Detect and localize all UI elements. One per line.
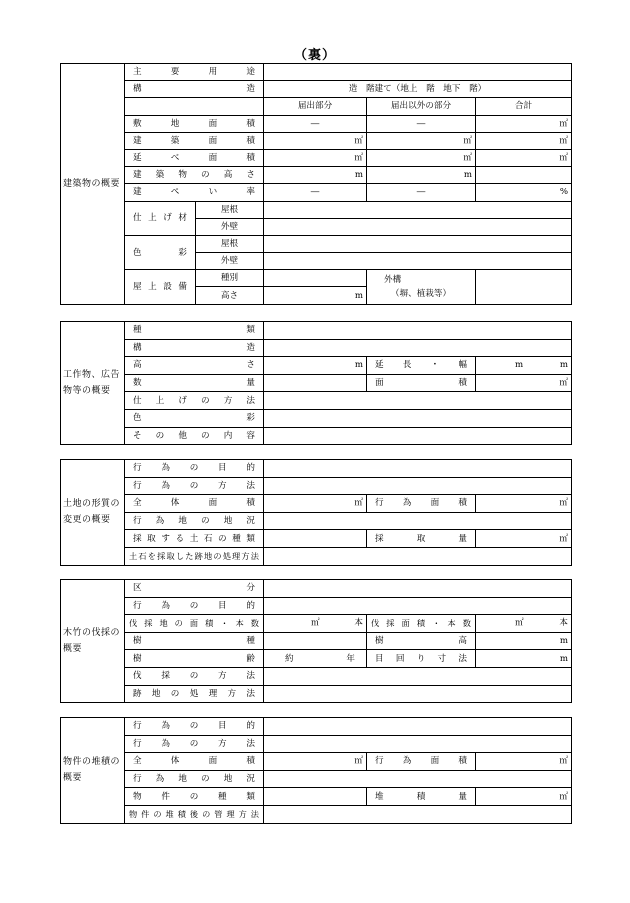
color-value[interactable] (264, 409, 572, 427)
finish-wall-label: 外壁 (196, 218, 264, 235)
girth-label: 目回り寸法 (367, 650, 476, 668)
height-label: 高さ (125, 357, 264, 375)
count-value[interactable] (264, 374, 367, 392)
building-section-label: 建築物の概要 (61, 64, 125, 305)
kind-value[interactable] (264, 322, 572, 340)
height-label: 建築物の高さ (125, 167, 264, 184)
trees-section-label: 木竹の伐採の概要 (61, 580, 125, 703)
method-value[interactable] (264, 667, 572, 685)
finish-method-value[interactable] (264, 392, 572, 410)
exterior-label (367, 270, 476, 304)
header-blank (125, 98, 264, 115)
color-roof-label: 屋根 (196, 235, 264, 252)
rooftop-kind-label: 種別 (196, 270, 264, 287)
site-area-total[interactable]: ㎡ (476, 115, 572, 132)
site-area-other: ― (367, 115, 476, 132)
structure-value[interactable]: 造 階建て（地上 階 地下 階） (264, 81, 572, 98)
total-area-value[interactable]: ㎡ (264, 753, 367, 771)
aftercare-value[interactable] (264, 547, 572, 565)
extension-label: 延長・幅 (367, 357, 476, 375)
rooftop-height-label: 高さ (196, 287, 264, 304)
exterior-value[interactable] (476, 270, 572, 304)
tree-height-value[interactable]: m (476, 632, 572, 650)
act-area-label: 行為面積 (367, 753, 476, 771)
felling-area-count-label: 伐採地の面積・本数 (125, 615, 264, 633)
site-status-label: 行為地の地況 (125, 512, 264, 530)
felling-count-unit: 本 (354, 618, 363, 629)
col-header-reported: 届出部分 (264, 98, 367, 115)
goods-kind-value[interactable] (264, 788, 367, 806)
total-area-value[interactable]: ㎡ (264, 495, 367, 513)
girth-value[interactable]: m (476, 650, 572, 668)
finish-label: 仕上げ材 (125, 201, 196, 235)
height-reported[interactable]: m (264, 167, 367, 184)
age-value[interactable] (264, 650, 367, 668)
area-label: 面積 (367, 374, 476, 392)
building-area-total[interactable]: ㎡ (476, 132, 572, 149)
management-value[interactable] (264, 805, 572, 823)
purpose-value[interactable] (264, 718, 572, 736)
felling-count-area-unit: ㎡ (515, 618, 524, 629)
site-area-reported: ― (264, 115, 367, 132)
building-area-other[interactable]: ㎡ (367, 132, 476, 149)
method-label: 伐採の方法 (125, 667, 264, 685)
color-wall-value[interactable] (264, 253, 572, 270)
felling-area-unit: ㎡ (311, 618, 320, 629)
amount-value[interactable]: ㎡ (476, 530, 572, 548)
age-label: 樹齢 (125, 650, 264, 668)
col-header-other: 届出以外の部分 (367, 98, 476, 115)
page-title: （裏） (293, 48, 336, 63)
felling-area-count-value[interactable] (264, 615, 367, 633)
volume-label: 堆積量 (367, 788, 476, 806)
site-status-value[interactable] (264, 770, 572, 788)
felling-count-value[interactable] (476, 615, 572, 633)
exterior-label-text: 外構 (384, 274, 402, 285)
coverage-total[interactable]: % (476, 184, 572, 201)
finish-method-label: 仕上げの方法 (125, 392, 264, 410)
finish-roof-value[interactable] (264, 201, 572, 218)
rooftop-kind-value[interactable] (264, 270, 367, 287)
structure-label: 構造 (125, 339, 264, 357)
finish-wall-value[interactable] (264, 218, 572, 235)
color-label: 色彩 (125, 235, 196, 269)
height-total (476, 167, 572, 184)
storage-table (60, 717, 572, 824)
method-label: 行為の方法 (125, 477, 264, 495)
coverage-reported: ― (264, 184, 367, 201)
soil-kind-label: 採取する土石の種類 (125, 530, 264, 548)
site-area-label: 敷地面積 (125, 115, 264, 132)
method-value[interactable] (264, 735, 572, 753)
species-value[interactable] (264, 632, 367, 650)
main-use-label: 主要用途 (125, 64, 264, 81)
site-status-label: 行為地の地況 (125, 770, 264, 788)
height-other[interactable]: m (367, 167, 476, 184)
purpose-value[interactable] (264, 597, 572, 615)
building-area-reported[interactable]: ㎡ (264, 132, 367, 149)
building-table (60, 63, 572, 305)
tree-height-label: 樹高 (367, 632, 476, 650)
method-label: 行為の方法 (125, 735, 264, 753)
building-area-label: 建築面積 (125, 132, 264, 149)
land-section-label: 土地の形質の変更の概要 (61, 460, 125, 566)
main-use-value[interactable] (264, 64, 572, 81)
kind-label: 種類 (125, 322, 264, 340)
goods-kind-label: 物件の種類 (125, 788, 264, 806)
amount-label: 採取量 (367, 530, 476, 548)
purpose-label: 行為の目的 (125, 597, 264, 615)
rooftop-height-value[interactable]: m (264, 287, 367, 304)
purpose-value[interactable] (264, 460, 572, 478)
land-table (60, 459, 572, 566)
count-label: 数量 (125, 374, 264, 392)
other-label: その他の内容 (125, 427, 264, 445)
site-treatment-label: 跡地の処理方法 (125, 685, 264, 703)
extension-value[interactable] (476, 357, 572, 375)
method-value[interactable] (264, 477, 572, 495)
species-label: 樹種 (125, 632, 264, 650)
site-status-value[interactable] (264, 512, 572, 530)
extension-unit-2: m (559, 360, 569, 371)
act-area-value[interactable]: ㎡ (476, 753, 572, 771)
division-value[interactable] (264, 580, 572, 598)
act-area-value[interactable]: ㎡ (476, 495, 572, 513)
structure-value[interactable] (264, 339, 572, 357)
volume-value[interactable]: ㎡ (476, 788, 572, 806)
soil-kind-value[interactable] (264, 530, 367, 548)
storage-section-label: 物件の堆積の概要 (61, 718, 125, 824)
floor-area-label: 延べ面積 (125, 149, 264, 166)
total-area-label: 全体面積 (125, 753, 264, 771)
finish-roof-label: 屋根 (196, 201, 264, 218)
total-area-label: 全体面積 (125, 495, 264, 513)
floor-area-total[interactable]: ㎡ (476, 149, 572, 166)
trees-table (60, 579, 572, 703)
coverage-other: ― (367, 184, 476, 201)
floor-area-other[interactable]: ㎡ (367, 149, 476, 166)
extension-unit-1: m (515, 360, 524, 371)
act-area-label: 行為面積 (367, 495, 476, 513)
structures-table (60, 321, 572, 445)
structures-section-label: 工作物、広告物等の概要 (61, 322, 125, 445)
felling-count-hon-unit: 本 (559, 618, 569, 629)
height-value[interactable]: m (264, 357, 367, 375)
rooftop-label: 屋上設備 (125, 270, 196, 304)
aftercare-label: 土石を採取した跡地の処理方法 (125, 547, 264, 565)
age-unit: 年 (346, 653, 355, 664)
division-label: 区分 (125, 580, 264, 598)
age-approx: 約 (285, 653, 294, 664)
col-header-total: 合計 (476, 98, 572, 115)
other-value[interactable] (264, 427, 572, 445)
color-label: 色彩 (125, 409, 264, 427)
site-treatment-value[interactable] (264, 685, 572, 703)
purpose-label: 行為の目的 (125, 460, 264, 478)
felling-count-label: 伐採面積・本数 (367, 615, 476, 633)
coverage-label: 建ぺい率 (125, 184, 264, 201)
color-roof-value[interactable] (264, 235, 572, 252)
management-label: 物件の堆積後の管理方法 (125, 805, 264, 823)
structure-label: 構造 (125, 81, 264, 98)
purpose-label: 行為の目的 (125, 718, 264, 736)
exterior-sub-label: （塀、植栽等） (390, 288, 452, 299)
area-value[interactable]: ㎡ (476, 374, 572, 392)
floor-area-reported[interactable]: ㎡ (264, 149, 367, 166)
color-wall-label: 外壁 (196, 253, 264, 270)
